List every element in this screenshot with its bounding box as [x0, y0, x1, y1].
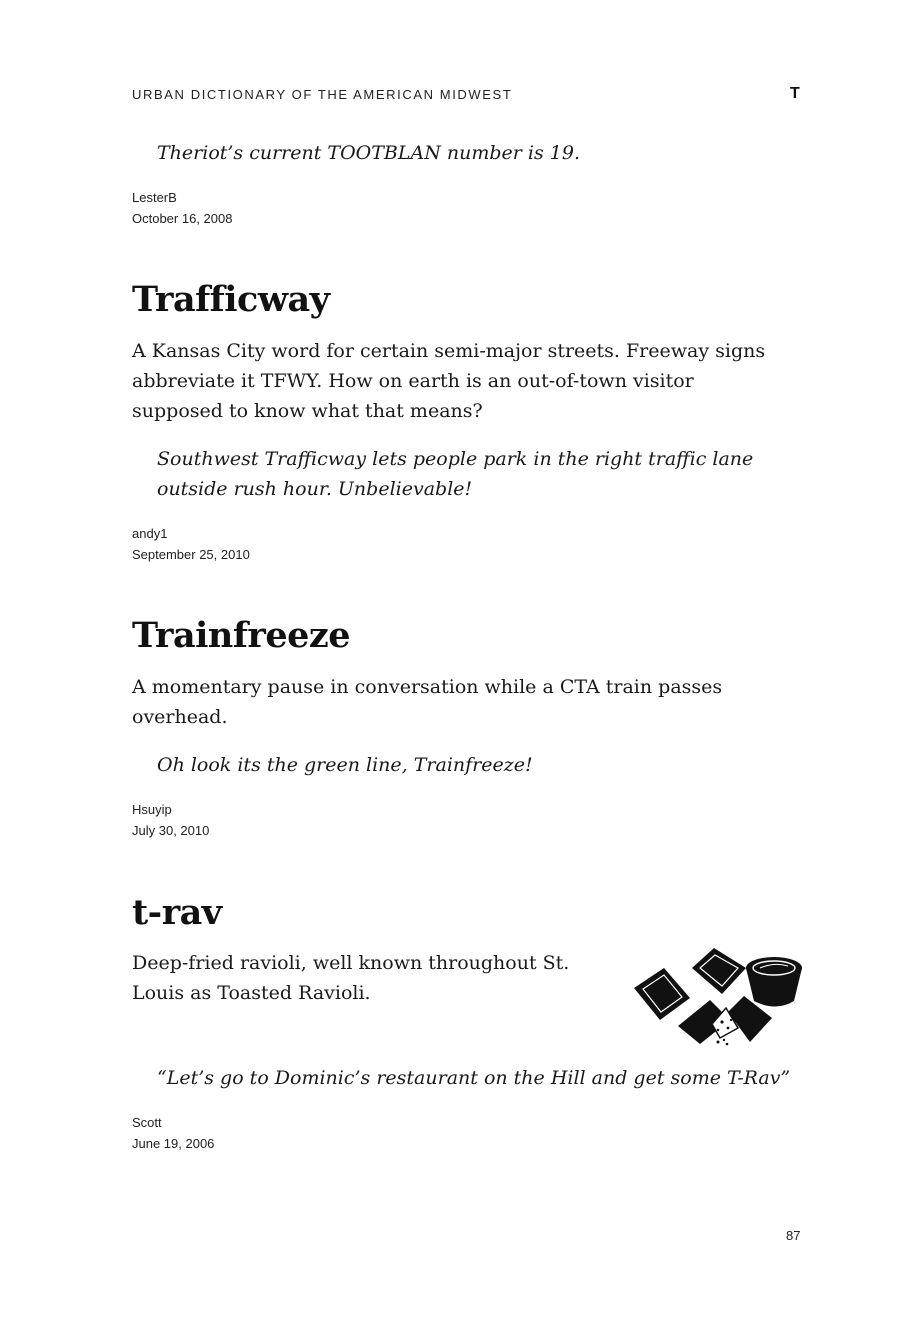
entry-meta [132, 799, 209, 841]
example-quote: Southwest Trafficway lets people park in the right traffic lane outside rush hour. Unbelievable! [157, 448, 754, 500]
date: September 25, 2010 [132, 547, 250, 562]
crumbs [717, 1039, 729, 1046]
ravioli-broken [678, 996, 772, 1044]
author: LesterB [132, 190, 177, 205]
date: June 19, 2006 [132, 1136, 215, 1151]
headword: t-rav [132, 892, 222, 933]
example-quote: Theriot’s current TOOTBLAN number is 19. [157, 142, 580, 164]
example-quote: Oh look its the green line, Trainfreeze! [157, 754, 533, 776]
ravioli-left [634, 968, 690, 1020]
headword: Trainfreeze [132, 615, 351, 656]
author: Scott [132, 1115, 162, 1130]
date: July 30, 2010 [132, 823, 210, 838]
sauce-cup [746, 957, 802, 1007]
toasted-ravioli-illustration [630, 946, 806, 1046]
author: Hsuyip [132, 802, 172, 817]
definition: Deep-fried ravioli, well known throughout St. Louis as Toasted Ravioli. [132, 952, 570, 1004]
example-quote: “Let’s go to Dominic’s restaurant on the Hill and get some T-Rav” [157, 1067, 791, 1089]
page-number: 87 [786, 1228, 801, 1243]
ravioli-top [692, 948, 746, 994]
entry-meta [132, 523, 250, 565]
entry-meta [132, 1112, 214, 1154]
running-head: URBAN DICTIONARY OF THE AMERICAN MIDWEST [132, 87, 513, 102]
section-letter: T [790, 85, 800, 102]
definition: A Kansas City word for certain semi-major streets. Freeway signs abbreviate it TFWY. How on earth is an out-of-town visitor supposed to know what that means? [132, 340, 766, 422]
author: andy1 [132, 526, 168, 541]
entry-meta [132, 187, 232, 229]
headword: Trafficway [132, 279, 330, 320]
date: October 16, 2008 [132, 211, 233, 226]
definition: A momentary pause in conversation while a CTA train passes overhead. [132, 676, 723, 728]
